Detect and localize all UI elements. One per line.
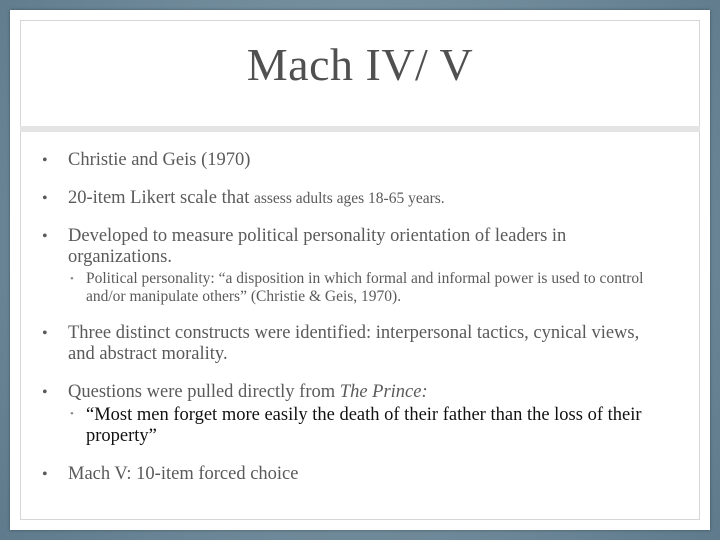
bullet-text: Three distinct constructs were identified: interpersonal tactics, cynical views, and abstract morality. [68,323,640,364]
bullet-icon: • [42,384,48,401]
bullet-item [40,464,660,485]
quote-text: “Most men forget more easily the death of their father than the loss of their property” [86,405,642,446]
sub-bullet-icon: • [70,408,74,420]
bullet-item [40,382,660,447]
bullet-icon: • [42,152,48,169]
bullet-text: Questions were pulled directly from [68,382,340,402]
bullet-item [40,323,660,365]
bullet-icon: • [42,228,48,245]
bullet-icon: • [42,190,48,207]
bullet-list [40,150,660,502]
bullet-icon: • [42,466,48,483]
bullet-text: Christie and Geis (1970) [68,150,251,170]
sub-bullet-text: Political personality: “a disposition in which formal and informal power is used to control and/or manipulate others” (Christie & Geis, 1970). [86,270,644,305]
bullet-icon: • [42,325,48,342]
bullet-text: Mach V: 10-item forced choice [68,464,299,484]
sub-bullet-icon: • [70,273,74,285]
bullet-item [40,150,660,171]
slide-title: Mach IV/ V [246,39,474,90]
slide [10,10,710,530]
bullet-item [40,188,660,209]
sub-bullet-item [68,270,660,306]
bullet-text: 20-item Likert scale that [68,188,254,208]
bullet-text: Developed to measure political personality orientation of leaders in organizations. [68,226,567,267]
bullet-text-small: assess adults ages 18-65 years. [253,190,445,207]
title-divider [20,126,700,132]
bullet-item [40,226,660,306]
book-title: The Prince: [339,382,428,402]
sub-bullet-item [68,405,660,447]
